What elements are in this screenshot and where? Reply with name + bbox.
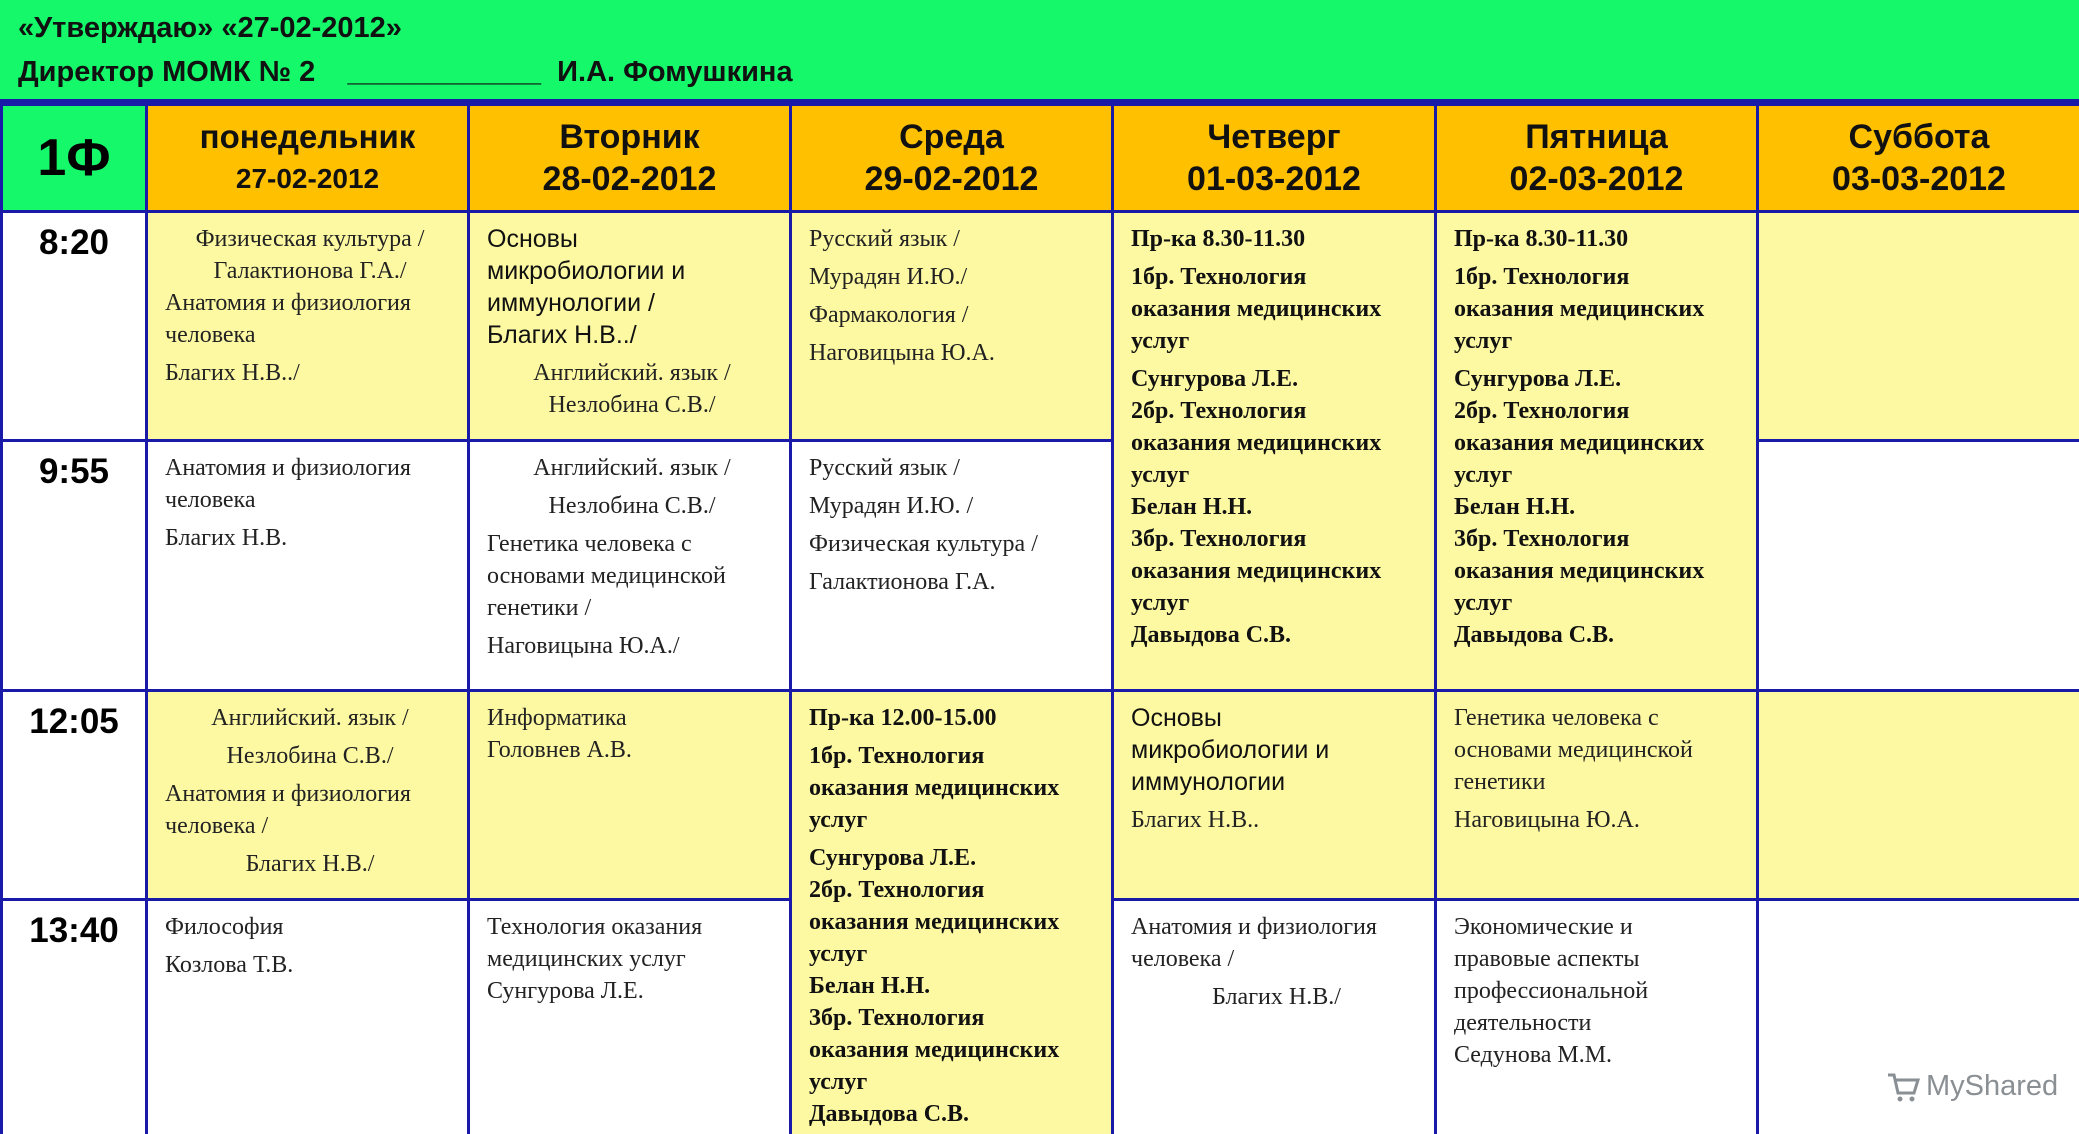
- lesson-line: Пр-ка 8.30-11.30: [1131, 226, 1306, 252]
- lesson-cell-mon-1205: [147, 691, 469, 900]
- lesson-line: услуг: [809, 941, 868, 967]
- day-header-wednesday: [791, 105, 1113, 212]
- lesson-cell-tue-0955: [469, 441, 791, 691]
- day-header-saturday: [1758, 105, 2079, 212]
- lesson-cell-mon-0820: [147, 212, 469, 441]
- lesson-line: Физическая культура /: [195, 226, 425, 252]
- lesson-line: Наговицына Ю.А./: [487, 633, 680, 659]
- lesson-line: Галактионова Г.А./: [213, 258, 407, 284]
- lesson-line: услуг: [1454, 462, 1513, 488]
- lesson-line: Сунгурова Л.Е.: [1131, 366, 1299, 392]
- watermark-text: MyShared: [1926, 1070, 2059, 1102]
- time-label: 8:20: [2, 212, 147, 441]
- lesson-line: Благих Н.В./: [245, 851, 375, 877]
- practice-cell-fri: [1436, 212, 1758, 691]
- lesson-line: Благих Н.В..: [1131, 807, 1260, 833]
- lesson-cell-thu-1205: [1113, 691, 1436, 900]
- lesson-line: Головнев А.В.: [487, 737, 632, 763]
- lesson-line: оказания медицинских: [1454, 430, 1705, 456]
- lesson-line: деятельности: [1454, 1010, 1592, 1036]
- lesson-line: оказания медицинских: [809, 1037, 1060, 1063]
- lesson-line: оказания медицинских: [809, 909, 1060, 935]
- lesson-line: Экономические и: [1454, 914, 1633, 940]
- lesson-line: Философия: [165, 914, 284, 940]
- lesson-cell-sat-1205: [1758, 691, 2079, 900]
- lesson-line: Генетика человека с: [487, 531, 692, 557]
- lesson-line: Сунгурова Л.Е.: [487, 978, 644, 1004]
- lesson-cell-thu-1340: [1113, 900, 1436, 1134]
- lesson-line: микробиологии и: [487, 257, 686, 285]
- lesson-line: Незлобина С.В./: [226, 743, 394, 769]
- schedule-table: [0, 103, 2079, 1134]
- practice-cell-thu: [1113, 212, 1436, 691]
- lesson-line: Английский. язык /: [533, 455, 731, 481]
- days-header-row: [2, 105, 2079, 212]
- lesson-line: иммунологии /: [487, 289, 655, 317]
- lesson-cell-sat-0955: [1758, 441, 2079, 691]
- lesson-cell-wed-0820: [791, 212, 1113, 441]
- lesson-line: оказания медицинских: [1454, 296, 1705, 322]
- lesson-line: Седунова М.М.: [1454, 1042, 1613, 1068]
- lesson-line: Генетика человека с: [1454, 705, 1659, 731]
- lesson-line: Давыдова С.В.: [809, 1101, 970, 1127]
- lesson-line: оказания медицинских: [1454, 558, 1705, 584]
- lesson-line: Давыдова С.В.: [1454, 622, 1615, 648]
- lesson-line: Информатика: [487, 705, 627, 731]
- lesson-line: 3бр. Технология: [1131, 526, 1307, 552]
- lesson-line: человека /: [165, 813, 269, 839]
- lesson-line: Наговицына Ю.А.: [1454, 807, 1640, 833]
- lesson-line: генетики /: [487, 595, 592, 621]
- approval-header: [0, 0, 2079, 103]
- lesson-line: 1бр. Технология: [1131, 264, 1307, 290]
- lesson-line: Пр-ка 12.00-15.00: [809, 705, 997, 731]
- watermark: [1886, 1070, 2058, 1103]
- lesson-line: 2бр. Технология: [1454, 398, 1630, 424]
- lesson-line: 1бр. Технология: [1454, 264, 1630, 290]
- day-name: понедельник: [199, 118, 416, 155]
- lesson-line: услуг: [1131, 590, 1190, 616]
- lesson-line: услуг: [809, 807, 868, 833]
- lesson-line: Русский язык /: [809, 226, 960, 252]
- lesson-line: Фармакология /: [809, 302, 969, 328]
- day-header-thursday: [1113, 105, 1436, 212]
- lesson-line: Мурадян И.Ю./: [809, 264, 968, 290]
- lesson-line: Английский. язык /: [211, 705, 409, 731]
- lesson-line: человека: [165, 322, 256, 348]
- lesson-cell-tue-1340: [469, 900, 791, 1134]
- director-line: Директор МОМК № 2 ____________ И.А. Фомушкина: [18, 56, 793, 88]
- lesson-line: 3бр. Технология: [1454, 526, 1630, 552]
- lesson-line: Анатомия и физиология: [1131, 914, 1377, 940]
- lesson-line: основами медицинской: [1454, 737, 1693, 763]
- day-date: 01-03-2012: [1187, 160, 1361, 198]
- day-date: 03-03-2012: [1832, 160, 2006, 198]
- lesson-line: Наговицына Ю.А.: [809, 340, 995, 366]
- day-name: Суббота: [1848, 118, 1990, 156]
- lesson-line: 2бр. Технология: [809, 877, 985, 903]
- lesson-line: генетики: [1454, 769, 1546, 795]
- lesson-line: Физическая культура /: [809, 531, 1038, 557]
- time-row-1205: [2, 691, 2079, 900]
- lesson-line: Сунгурова Л.Е.: [1454, 366, 1622, 392]
- lesson-line: Пр-ка 8.30-11.30: [1454, 226, 1629, 252]
- approval-line: «Утверждаю» «27-02-2012»: [18, 12, 402, 44]
- lesson-cell-tue-1205: [469, 691, 791, 900]
- day-date: 27-02-2012: [235, 163, 380, 194]
- time-label: 13:40: [2, 900, 147, 1134]
- lesson-line: Анатомия и физиология: [165, 455, 411, 481]
- lesson-line: Анатомия и физиология: [165, 781, 411, 807]
- day-date: 28-02-2012: [542, 160, 717, 198]
- lesson-line: Давыдова С.В.: [1131, 622, 1292, 648]
- lesson-line: услуг: [1454, 590, 1513, 616]
- lesson-line: оказания медицинских: [1131, 558, 1382, 584]
- practice-cell-wed: [791, 691, 1113, 1134]
- lesson-line: человека /: [1131, 946, 1235, 972]
- day-name: Вторник: [559, 118, 700, 156]
- lesson-line: Благих Н.В../: [487, 321, 637, 349]
- lesson-cell-fri-1205: [1436, 691, 1758, 900]
- lesson-line: Белан Н.Н.: [1454, 494, 1576, 520]
- lesson-line: правовые аспекты: [1454, 946, 1640, 972]
- lesson-line: Основы: [487, 225, 578, 253]
- time-row-0820: [2, 212, 2079, 441]
- day-name: Среда: [899, 118, 1004, 156]
- lesson-line: Благих Н.В./: [1212, 984, 1341, 1010]
- lesson-line: Благих Н.В.: [165, 525, 288, 551]
- lesson-line: Галактионова Г.А.: [809, 569, 996, 595]
- lesson-line: Анатомия и физиология: [165, 290, 411, 316]
- lesson-cell-sat-0820: [1758, 212, 2079, 441]
- lesson-line: оказания медицинских: [809, 775, 1060, 801]
- lesson-line: медицинских услуг: [487, 946, 686, 972]
- lesson-line: человека: [165, 487, 256, 513]
- day-name: Четверг: [1207, 118, 1341, 156]
- day-name: Пятница: [1525, 118, 1668, 156]
- lesson-cell-mon-1340: [147, 900, 469, 1134]
- lesson-line: 2бр. Технология: [1131, 398, 1307, 424]
- lesson-line: 3бр. Технология: [809, 1005, 985, 1031]
- lesson-cell-tue-0820: [469, 212, 791, 441]
- day-header-monday: [147, 105, 469, 212]
- lesson-line: иммунологии: [1131, 768, 1286, 796]
- group-label: 1Ф: [2, 105, 147, 212]
- lesson-line: микробиологии и: [1131, 736, 1330, 764]
- lesson-line: Сунгурова Л.Е.: [809, 845, 977, 871]
- lesson-line: оказания медицинских: [1131, 296, 1382, 322]
- lesson-cell-fri-1340: [1436, 900, 1758, 1134]
- lesson-line: Мурадян И.Ю. /: [809, 493, 974, 519]
- lesson-line: Технология оказания: [487, 914, 703, 940]
- day-header-tuesday: [469, 105, 791, 212]
- lesson-line: Незлобина С.В./: [548, 493, 716, 519]
- time-label: 12:05: [2, 691, 147, 900]
- lesson-line: Белан Н.Н.: [809, 973, 931, 999]
- lesson-line: Козлова Т.В.: [165, 952, 294, 978]
- lesson-line: услуг: [1131, 328, 1190, 354]
- cart-icon: [1886, 1071, 1920, 1103]
- day-header-friday: [1436, 105, 1758, 212]
- lesson-cell-wed-0955: [791, 441, 1113, 691]
- lesson-line: Английский. язык /: [533, 360, 731, 386]
- lesson-cell-mon-0955: [147, 441, 469, 691]
- lesson-line: услуг: [809, 1069, 868, 1095]
- day-date: 02-03-2012: [1509, 160, 1684, 198]
- lesson-line: услуг: [1454, 328, 1513, 354]
- lesson-line: услуг: [1131, 462, 1190, 488]
- lesson-line: профессиональной: [1454, 978, 1649, 1004]
- day-date: 29-02-2012: [864, 160, 1039, 198]
- lesson-line: оказания медицинских: [1131, 430, 1382, 456]
- lesson-line: Благих Н.В../: [165, 360, 300, 386]
- time-label: 9:55: [2, 441, 147, 691]
- lesson-line: Незлобина С.В./: [548, 392, 716, 418]
- lesson-line: Белан Н.Н.: [1131, 494, 1253, 520]
- time-row-0955: [2, 441, 2079, 691]
- lesson-line: Русский язык /: [809, 455, 960, 481]
- lesson-line: 1бр. Технология: [809, 743, 985, 769]
- lesson-line: основами медицинской: [487, 563, 726, 589]
- lesson-line: Основы: [1131, 704, 1222, 732]
